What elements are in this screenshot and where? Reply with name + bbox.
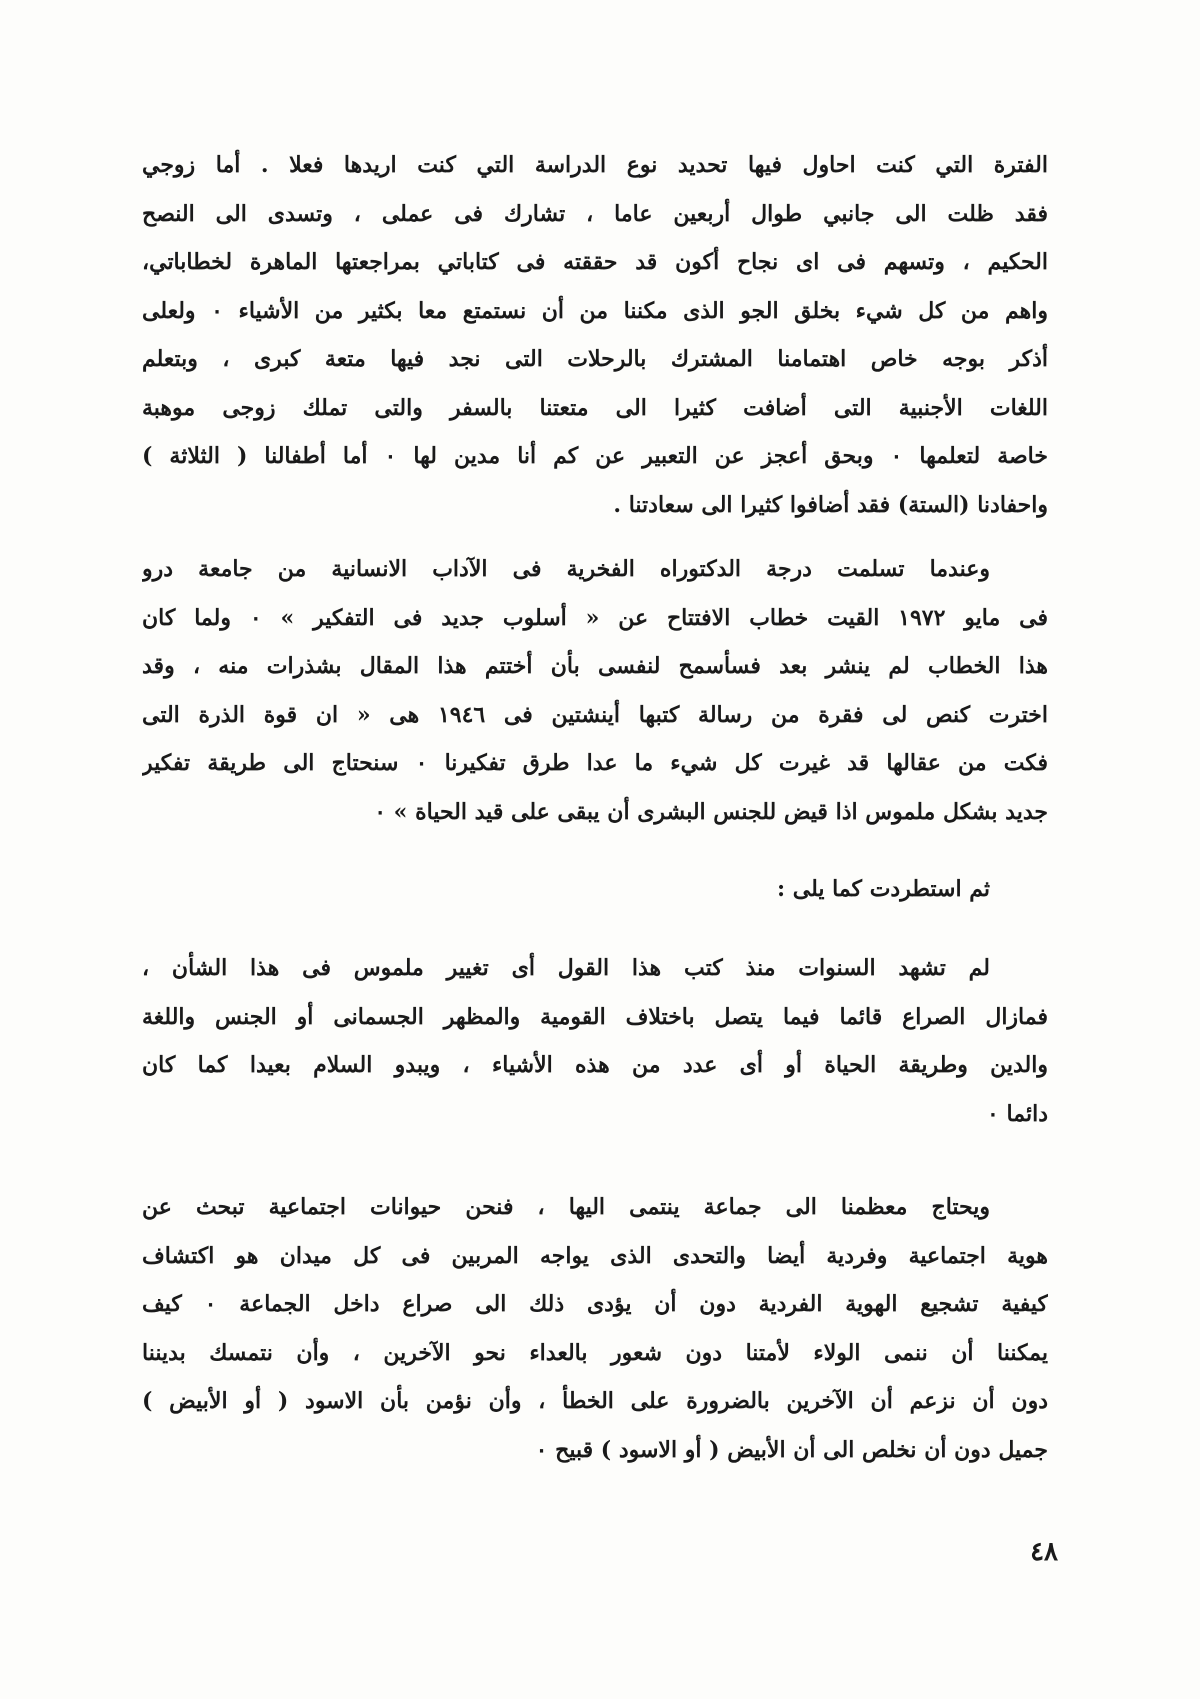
text-line: جديد بشكل ملموس اذا قيض للجنس البشرى أن يبقى على قيد الحياة » ٠ xyxy=(374,798,1048,825)
text-line: واحفادنا (الستة) فقد أضافوا كثيرا الى سعادتنا . xyxy=(613,491,1048,518)
paragraph xyxy=(142,944,1048,1138)
text-line: الحكيم ، وتسهم فى اى نجاح أكون قد حققته فى كتاباتي بمراجعتها الماهرة لخطاباتي، xyxy=(142,249,1048,275)
text-line: أذكر بوجه خاص اهتمامنا المشترك بالرحلات التى نجد فيها متعة كبرى ، وبتعلم xyxy=(142,346,1048,372)
text-line: اخترت كنص لى فقرة من رسالة كتبها أينشتين فى ١٩٤٦ هى « ان قوة الذرة التى xyxy=(142,701,1048,728)
text-line: لم تشهد السنوات منذ كتب هذا القول أى تغيير ملموس فى هذا الشأن ، xyxy=(142,955,990,981)
page-number: ٤٨ xyxy=(1030,1537,1058,1567)
text-line: الفترة التي كنت احاول فيها تحديد نوع الدراسة التي كنت اريدها فعلا . أما زوجي xyxy=(142,152,1048,178)
text-line: وعندما تسلمت درجة الدكتوراه الفخرية فى الآداب الانسانية من جامعة درو xyxy=(142,556,990,582)
paragraph xyxy=(142,1183,1048,1474)
text-line: والدين وطريقة الحياة أو أى عدد من هذه الأشياء ، ويبدو السلام بعيدا كما كان xyxy=(142,1052,1048,1078)
text-line: دون أن نزعم أن الآخرين بالضرورة على الخطأ ، وأن نؤمن بأن الاسود ( أو الأبيض ) xyxy=(142,1388,1048,1414)
text-line: ثم استطردت كما يلى : xyxy=(776,876,990,902)
text-line: دائما ٠ xyxy=(987,1100,1048,1127)
paragraph xyxy=(142,141,1048,529)
text-line: واهم من كل شيء بخلق الجو الذى مكننا من أن نستمتع معا بكثير من الأشياء ٠ ولعلى xyxy=(142,297,1048,324)
text-line: جميل دون أن نخلص الى أن الأبيض ( أو الاسود ) قبيح ٠ xyxy=(535,1436,1048,1463)
text-line: فكت من عقالها قد غيرت كل شيء ما عدا طرق تفكيرنا ٠ سنحتاج الى طريقة تفكير xyxy=(142,750,1048,776)
paragraph xyxy=(142,545,1048,836)
text-line: هذا الخطاب لم ينشر بعد فسأسمح لنفسى بأن أختتم هذا المقال بشذرات منه ، وقد xyxy=(142,653,1048,679)
text-line: يمكننا أن ننمى الولاء لأمتنا دون شعور بالعداء نحو الآخرين ، وأن نتمسك بديننا xyxy=(142,1339,1048,1366)
text-line: اللغات الأجنبية التى أضافت كثيرا الى متعتنا بالسفر والتى تملك زوجى موهبة xyxy=(142,394,1048,421)
text-line: هوية اجتماعية وفردية أيضا والتحدى الذى يواجه المربين فى كل ميدان هو اكتشاف xyxy=(142,1242,1048,1269)
text-line: فى مايو ١٩٧٢ القيت خطاب الافتتاح عن « أسلوب جديد فى التفكير » ٠ ولما كان xyxy=(142,604,1048,631)
text-line: فقد ظلت الى جانبي طوال أربعين عاما ، تشارك فى عملى ، وتسدى الى النصح xyxy=(142,200,1048,227)
text-line: كيفية تشجيع الهوية الفردية دون أن يؤدى ذلك الى صراع داخل الجماعة ٠ كيف xyxy=(142,1291,1048,1317)
text-line: ويحتاج معظمنا الى جماعة ينتمى اليها ، فنحن حيوانات اجتماعية تبحث عن xyxy=(142,1194,990,1220)
text-line: فمازال الصراع قائما فيما يتصل باختلاف القومية والمظهر الجسمانى أو الجنس واللغة xyxy=(142,1003,1048,1030)
paragraph xyxy=(142,865,1048,914)
text-line: خاصة لتعلمها ٠ وبحق أعجز عن التعبير عن كم أنا مدين لها ٠ أما أطفالنا ( الثلاثة ) xyxy=(142,443,1048,469)
